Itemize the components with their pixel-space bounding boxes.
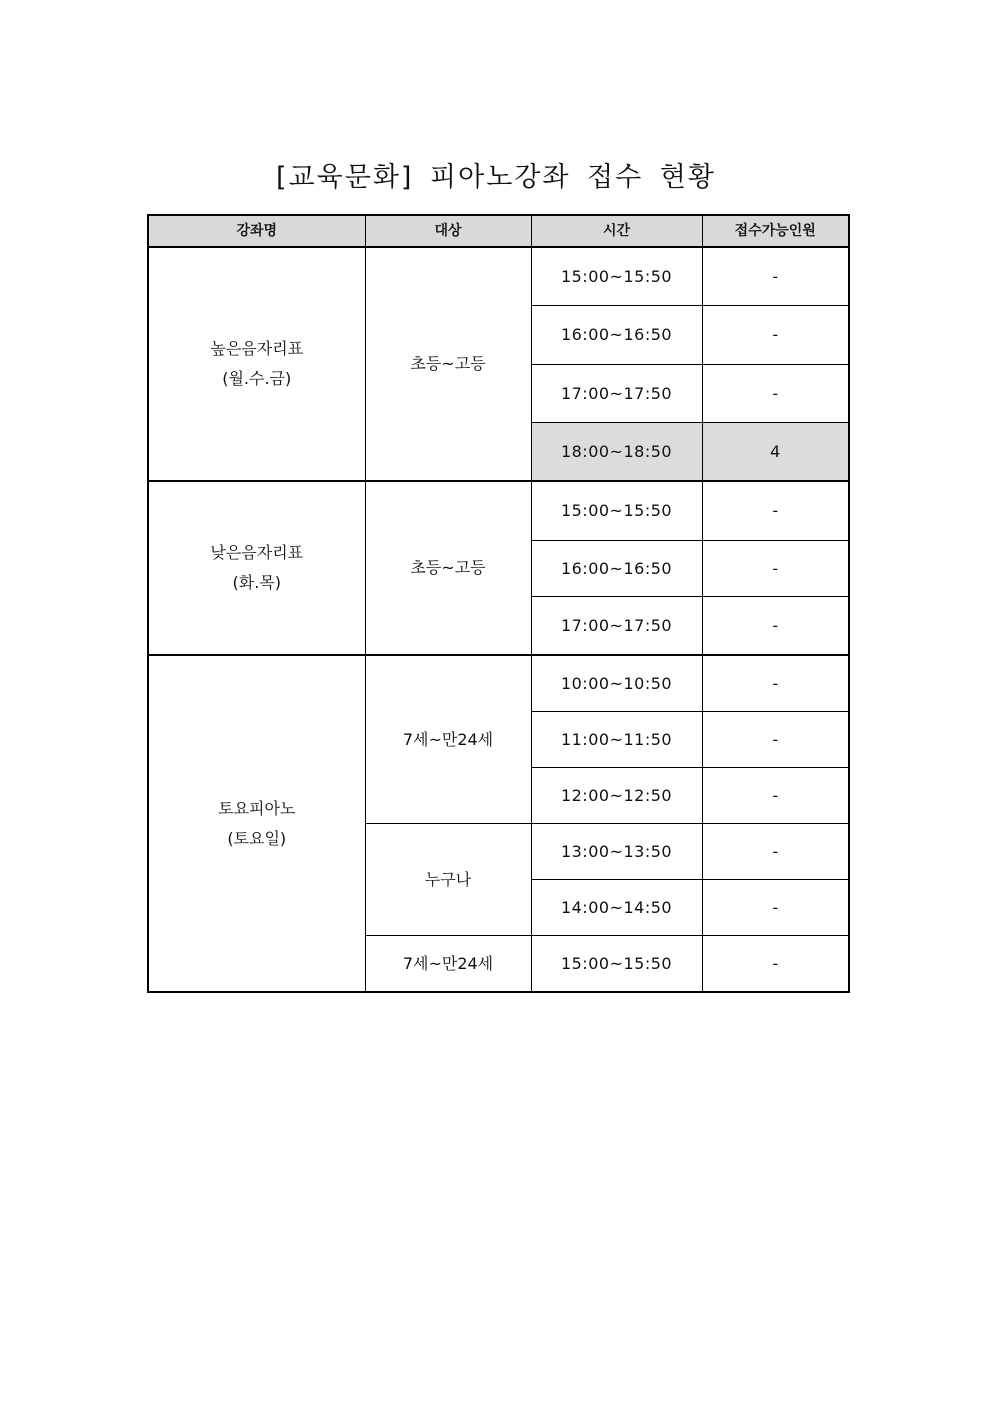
- available-cell: -: [702, 936, 849, 993]
- table-row: [148, 481, 849, 541]
- available-cell: -: [702, 768, 849, 824]
- available-cell: -: [702, 655, 849, 712]
- available-cell: -: [702, 824, 849, 880]
- time-cell: 15:00~15:50: [531, 481, 702, 541]
- time-cell: 10:00~10:50: [531, 655, 702, 712]
- available-cell-highlighted: 4: [702, 423, 849, 482]
- target-cell: 7세~만24세: [365, 936, 531, 993]
- course-cell: [148, 481, 365, 655]
- table-row: [148, 655, 849, 712]
- available-cell: -: [702, 880, 849, 936]
- time-cell: 16:00~16:50: [531, 541, 702, 597]
- course-name: 토요피아노: [218, 798, 296, 818]
- target-cell: 누구나: [365, 824, 531, 936]
- available-cell: -: [702, 365, 849, 423]
- time-cell-highlighted: 18:00~18:50: [531, 423, 702, 482]
- time-cell: 12:00~12:50: [531, 768, 702, 824]
- available-cell: -: [702, 712, 849, 768]
- header-time: 시간: [531, 215, 702, 247]
- table-header-row: [148, 215, 849, 247]
- available-cell: -: [702, 306, 849, 365]
- target-cell: 7세~만24세: [365, 655, 531, 824]
- header-available: 접수가능인원: [702, 215, 849, 247]
- table-row: [148, 247, 849, 306]
- document-title: [교육문화] 피아노강좌 접수 현황: [276, 162, 716, 193]
- time-cell: 17:00~17:50: [531, 597, 702, 656]
- course-days: (월.수.금): [222, 369, 292, 388]
- course-cell: [148, 655, 365, 992]
- course-name: 높은음자리표: [210, 339, 304, 358]
- course-cell: [148, 247, 365, 481]
- header-course: 강좌명: [148, 215, 365, 247]
- course-days: (화.목): [232, 573, 281, 592]
- course-name: 낮은음자리표: [210, 543, 304, 562]
- time-cell: 17:00~17:50: [531, 365, 702, 423]
- available-cell: -: [702, 541, 849, 597]
- time-cell: 14:00~14:50: [531, 880, 702, 936]
- registration-status-table: [147, 214, 850, 993]
- target-cell: 초등~고등: [365, 481, 531, 655]
- time-cell: 11:00~11:50: [531, 712, 702, 768]
- time-cell: 15:00~15:50: [531, 247, 702, 306]
- available-cell: -: [702, 597, 849, 656]
- available-cell: -: [702, 481, 849, 541]
- course-days: (토요일): [227, 828, 287, 848]
- header-target: 대상: [365, 215, 531, 247]
- time-cell: 13:00~13:50: [531, 824, 702, 880]
- time-cell: 15:00~15:50: [531, 936, 702, 993]
- target-cell: 초등~고등: [365, 247, 531, 481]
- time-cell: 16:00~16:50: [531, 306, 702, 365]
- available-cell: -: [702, 247, 849, 306]
